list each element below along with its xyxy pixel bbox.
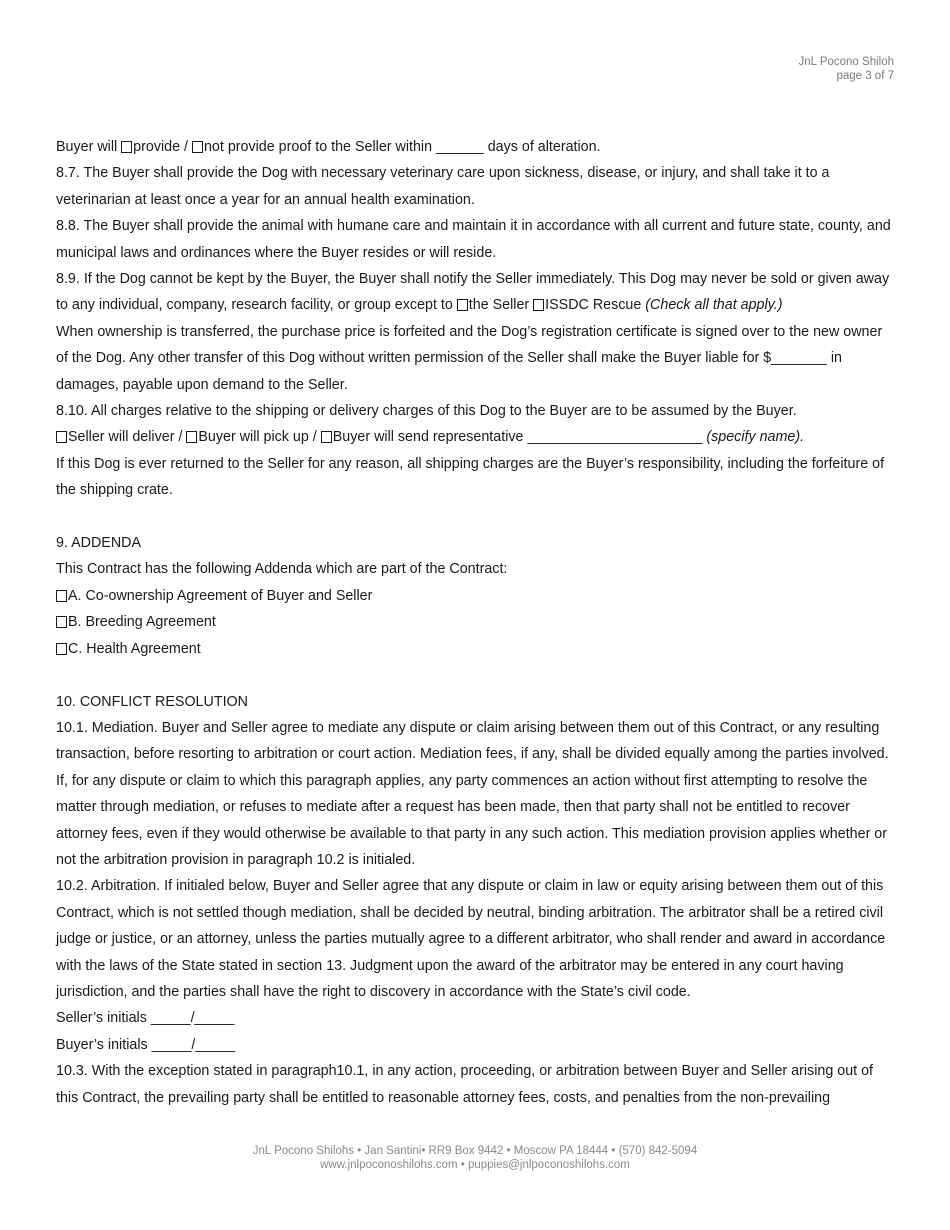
header-company: JnL Pocono Shiloh bbox=[798, 56, 894, 68]
page-header bbox=[799, 55, 894, 83]
checkbox-not-provide[interactable] bbox=[192, 141, 203, 153]
seller-initials-line: Seller’s initials _____/_____ bbox=[56, 1010, 235, 1027]
paragraph-8-10: 8.10. All charges relative to the shipping or delivery charges of this Dog to the Buyer are to be assumed by the Buyer. bbox=[56, 403, 797, 420]
paragraph-10-1: 10.1. Mediation. Buyer and Seller agree to mediate any dispute or claim arising between them out of this Contract, or any resulting transaction, before resorting to arbitration or court action. Mediation fees, if any, shall be divided equally among the parties involved. If, for any dispute or claim to which this paragraph applies, any party commences an action without first attempting to resolve the matter through mediation, or refuses to mediate after a request has been made, then that party shall not be entitled to recover attorney fees, even if they would otherwise be available to that party in any such action. This mediation provision applies whether or not the arbitration provision in paragraph 10.2 is initialed. bbox=[56, 719, 889, 868]
footer-contact-line: JnL Pocono Shilohs • Jan Santini• RR9 Box 9442 • Moscow PA 18444 • (570) 842-5094 bbox=[252, 1145, 698, 1157]
mediation-title: Mediation bbox=[91, 719, 154, 736]
checkbox-addendum-a[interactable] bbox=[56, 590, 67, 602]
buyer-initials-line: Buyer’s initials _____/_____ bbox=[56, 1036, 236, 1053]
alteration-proof-line: Buyer will provide / not provide proof to the Seller within ______ days of alteration. bbox=[56, 139, 601, 155]
checkbox-the-seller[interactable] bbox=[457, 299, 468, 311]
addendum-item: A. Co-ownership Agreement of Buyer and Seller bbox=[56, 583, 894, 609]
paragraph-8-9: 8.9. If the Dog cannot be kept by the Buyer, the Buyer shall notify the Seller immediately. This Dog may never be sold or given away to any individual, company, research facility, or group except to the Seller ISSDC Rescue (Check all that apply.) bbox=[56, 271, 890, 314]
addenda-intro: This Contract has the following Addenda which are part of the Contract: bbox=[56, 561, 508, 578]
checkbox-provide[interactable] bbox=[121, 141, 132, 153]
shipping-options-line: Seller will deliver / Buyer will pick up / Buyer will send representative ______________________ (specify name). bbox=[56, 424, 894, 450]
section-9-heading: 9. ADDENDA bbox=[56, 535, 142, 552]
paragraph-8-9-transfer: When ownership is transferred, the purchase price is forfeited and the Dog’s registration certificate is signed over to the new owner of the Dog. Any other transfer of this Dog without written permission of the Seller shall make the Buyer liable for $_______ in damages, payable upon demand to the Seller. bbox=[56, 323, 883, 393]
checkbox-addendum-c[interactable] bbox=[56, 643, 67, 655]
checkbox-addendum-b[interactable] bbox=[56, 616, 67, 628]
page-footer bbox=[0, 1144, 950, 1172]
paragraph-10-3: 10.3. With the exception stated in paragraph10.1, in any action, proceeding, or arbitration between Buyer and Seller arising out of this Contract, the prevailing party shall be entitled to reasonable attorney fees, costs, and penalties from the non-prevailing bbox=[56, 1063, 874, 1106]
paragraph-8-10-return: If this Dog is ever returned to the Seller for any reason, all shipping charges are the Buyer’s responsibility, including the forfeiture of the shipping crate. bbox=[56, 455, 885, 499]
header-page-number: page 3 of 7 bbox=[836, 70, 894, 82]
addendum-item: C. Health Agreement bbox=[56, 636, 894, 662]
paragraph-10-2: 10.2. Arbitration. If initialed below, Buyer and Seller agree that any dispute or claim in law or equity arising between them out of this Contract, which is not settled though mediation, shall be decided by neutral, binding arbitration. The arbitrator shall be a retired civil judge or justice, or an attorney, unless the parties mutually agree to a different arbitrator, who shall render and award in accordance with the laws of the State stated in section 13. Judgment upon the award of the arbitrator may be entered in any court having jurisdiction, and the parties shall have the right to discovery in accordance with the State’s civil code. bbox=[56, 878, 886, 1000]
checkbox-seller-deliver[interactable] bbox=[56, 431, 67, 443]
section-10-heading: 10. CONFLICT RESOLUTION bbox=[56, 693, 248, 710]
footer-web-line: www.jnlpoconoshilohs.com • puppies@jnlpoconoshilohs.com bbox=[320, 1159, 630, 1171]
paragraph-8-8: 8.8. The Buyer shall provide the animal with humane care and maintain it in accordance with all current and future state, county, and municipal laws and ordinances where the Buyer resides or will reside. bbox=[56, 218, 891, 261]
arbitration-title: Arbitration bbox=[90, 878, 157, 895]
checkbox-buyer-representative[interactable] bbox=[321, 431, 332, 443]
document-body bbox=[56, 134, 894, 1111]
addendum-item: B. Breeding Agreement bbox=[56, 609, 894, 635]
paragraph-8-7: 8.7. The Buyer shall provide the Dog with necessary veterinary care upon sickness, disease, or injury, and shall take it to a veterinarian at least once a year for an annual health examination. bbox=[56, 165, 830, 208]
checkbox-buyer-pickup[interactable] bbox=[186, 431, 197, 443]
checkbox-issdc-rescue[interactable] bbox=[533, 299, 544, 311]
